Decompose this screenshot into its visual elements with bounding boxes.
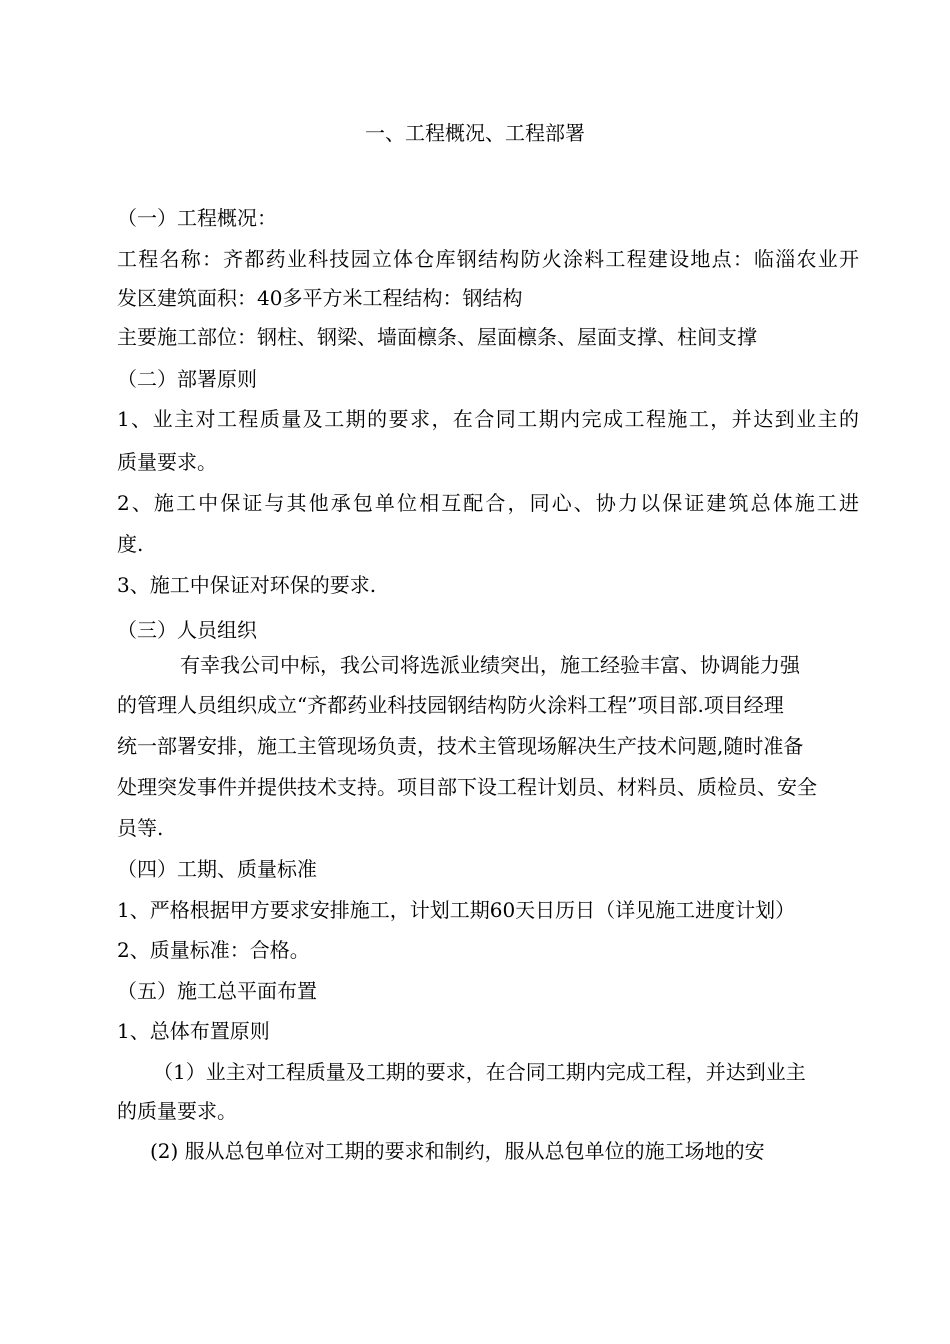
paragraph-line: 2、质量标准：合格。: [117, 938, 310, 962]
paragraph-line: 工程名称：齐都药业科技园立体仓库钢结构防火涂料工程建设地点：临淄农业开: [117, 247, 859, 271]
paragraph-line: （1）业主对工程质量及工期的要求，在合同工期内完成工程，并达到业主: [153, 1060, 806, 1084]
paragraph-line: (2) 服从总包单位对工期的要求和制约，服从总包单位的施工场地的安: [150, 1139, 765, 1163]
paragraph-line: 有幸我公司中标，我公司将选派业绩突出，施工经验丰富、协调能力强: [180, 653, 800, 677]
section-heading-staffing: （三）人员组织: [117, 618, 257, 642]
section-heading-overview: （一）工程概况：: [117, 206, 277, 230]
section-heading-schedule-quality: （四）工期、质量标准: [117, 857, 317, 881]
paragraph-line: 员等.: [117, 816, 164, 840]
paragraph-line: 1、业主对工程质量及工期的要求，在合同工期内完成工程施工，并达到业主的: [117, 407, 859, 431]
paragraph-line: 2、施工中保证与其他承包单位相互配合，同心、协力以保证建筑总体施工进: [117, 491, 859, 515]
paragraph-line: 1、总体布置原则: [117, 1019, 270, 1043]
paragraph-line: 主要施工部位：钢柱、钢梁、墙面檩条、屋面檩条、屋面支撑、柱间支撑: [117, 325, 757, 349]
paragraph-line: 处理突发事件并提供技术支持。项目部下设工程计划员、材料员、质检员、安全: [117, 775, 817, 799]
paragraph-line: 统一部署安排，施工主管现场负责，技术主管现场解决生产技术问题,随时准备: [117, 734, 804, 758]
paragraph-line: 的质量要求。: [117, 1099, 237, 1123]
paragraph-line: 3、施工中保证对环保的要求.: [117, 573, 377, 597]
paragraph-line: 质量要求。: [117, 450, 217, 474]
paragraph-line: 度.: [117, 532, 144, 556]
paragraph-line: 发区建筑面积：40多平方米工程结构：钢结构: [117, 286, 523, 310]
section-heading-site-layout: （五）施工总平面布置: [117, 979, 317, 1003]
paragraph-line: 的管理人员组织成立“齐都药业科技园钢结构防火涂料工程”项目部.项目经理: [117, 693, 784, 717]
section-heading-principles: （二）部署原则: [117, 367, 257, 391]
page-title: 一、工程概况、工程部署: [365, 121, 585, 145]
paragraph-line: 1、严格根据甲方要求安排施工，计划工期60天日历日（详见施工进度计划）: [117, 898, 796, 922]
